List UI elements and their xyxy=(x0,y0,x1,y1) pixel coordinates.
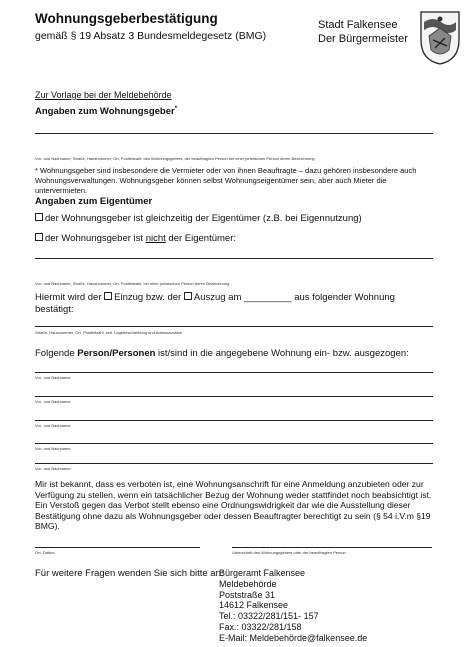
wohnungsgeber-input-line[interactable] xyxy=(35,133,433,134)
wohnungsgeber-note: * Wohnungsgeber sind insbesondere die Vermieter oder von ihnen Beauftragte – dazu gehören insbesondere auch Wohnungsverwaltungen. Wohnungsgeber können selbst Wohnungseigentümer sein, aber auch Mieter die untervermieten. xyxy=(35,166,417,195)
contact-line: 14612 Falkensee xyxy=(219,600,289,611)
personen-text-pre: Folgende xyxy=(35,348,78,359)
einzug-text-b: Einzug bzw. der xyxy=(114,292,182,303)
eigentuemer-checkbox-2[interactable] xyxy=(35,233,43,241)
city-name: Stadt Falkensee xyxy=(318,19,398,31)
ort-datum-label: Ort, Datum xyxy=(35,550,55,555)
eigentuemer-checkbox-1[interactable] xyxy=(35,213,43,221)
eigentuemer-option-1-label: der Wohnungsgeber ist gleichzeitig der Eigentümer (z.B. bei Eigennutzung) xyxy=(45,213,362,224)
einzug-text-c: Auszug am _________ aus folgender Wohnung xyxy=(193,292,395,303)
signature-label: Unterschrift des Wohnungsgebers oder der beauftragten Person xyxy=(232,550,346,555)
vorlage-link[interactable]: Zur Vorlage bei der Meldebehörde xyxy=(35,90,172,100)
contact-intro: Für weitere Fragen wenden Sie sich bitte an: xyxy=(35,568,224,579)
einzug-checkbox[interactable] xyxy=(104,292,112,300)
eigentuemer-option-1 xyxy=(35,213,362,224)
wohnungsgeber-field-label: Vor- und Nachname, Straße, Hausnummer, Ort, Postleitzahl, des Wohnungsgebers, der beauftragten Person bei einer juristischen Person deren Bezeichnung xyxy=(35,156,315,161)
legal-disclaimer: Mir ist bekannt, dass es verboten ist, eine Wohnungsanschrift für eine Anmeldung anzubieten oder zur Verfügung zu stellen, wenn ein tatsächlicher Bezug der Wohnung weder stattfindet noch beabsichtigt ist. Ein Verstoß gegen das Verbot stellt ebenso eine Ordnungswidrigkeit dar wie die Ausstellung dieser Bestätigung ohne dazu als Wohnungsgeber oder dessen Beauftragter berechtigt zu sein (§ 54 i.V.m §19 BMG). xyxy=(35,479,432,532)
auszug-checkbox[interactable] xyxy=(184,292,192,300)
wohnungsgeber-heading-text: Angaben zum Wohnungsgeber xyxy=(35,106,175,118)
einzug-line-1 xyxy=(35,292,395,303)
person-field-label-5: Vor- und Nachname xyxy=(35,466,71,471)
asterisk-marker: * xyxy=(174,106,178,112)
contact-line: Meldebehörde xyxy=(219,578,277,589)
person-input-line-2[interactable] xyxy=(35,396,433,397)
contact-block xyxy=(219,568,367,644)
contact-fax: Fax.: 03322/281/158 xyxy=(219,621,302,632)
person-field-label-3: Vor- und Nachname xyxy=(35,423,71,428)
personen-text-bold: Person/Personen xyxy=(77,348,156,359)
person-input-line-1[interactable] xyxy=(35,372,433,373)
contact-email[interactable]: E-Mail: Meldebehörde@falkensee.de xyxy=(219,632,368,643)
eigentuemer-option-2-emph: nicht xyxy=(145,233,166,244)
document-subtitle: gemäß § 19 Absatz 3 Bundesmeldegesetz (BMG) xyxy=(35,30,267,42)
person-input-line-5[interactable] xyxy=(35,463,433,464)
person-input-line-3[interactable] xyxy=(35,420,433,421)
ort-datum-line[interactable] xyxy=(35,547,200,548)
personen-intro xyxy=(35,348,409,359)
contact-line: Bürgeramt Falkensee xyxy=(219,568,306,578)
einzug-text-a: Hiermit wird der xyxy=(35,292,102,303)
eigentuemer-option-2-post: der Eigentümer: xyxy=(165,233,237,244)
eigentuemer-field-label: Vor- und Nachname, Straße, Hausnummer, Ort, Postleitzahl, bei einer juristischen Person deren Bezeichnung xyxy=(35,281,230,286)
eigentuemer-option-2 xyxy=(35,233,236,244)
contact-line: Poststraße 31 xyxy=(219,589,276,600)
coat-of-arms-icon xyxy=(419,10,461,66)
person-input-line-4[interactable] xyxy=(35,443,433,444)
wohnungsgeber-heading xyxy=(35,106,177,117)
person-field-label-1: Vor- und Nachname xyxy=(35,375,71,380)
einzug-line-2: bestätigt: xyxy=(35,304,74,315)
eigentuemer-option-2-pre: der Wohnungsgeber ist xyxy=(45,233,146,244)
wohnung-input-line[interactable] xyxy=(35,326,433,327)
person-field-label-2: Vor- und Nachname xyxy=(35,399,71,404)
contact-phone: Tel.: 03322/281/151- 157 xyxy=(219,611,319,622)
document-title: Wohnungsgeberbestätigung xyxy=(35,11,218,26)
person-field-label-4: Vor- und Nachname xyxy=(35,446,71,451)
wohnung-field-label: Straße, Hausnummer, Ort, Postleitzahl, evtl. Lagebeschreibung und Adresszusätze xyxy=(35,330,182,335)
eigentuemer-heading: Angaben zum Eigentümer xyxy=(35,196,153,207)
personen-text-post: ist/sind in die angegebene Wohnung ein- bzw. ausgezogen: xyxy=(155,348,409,359)
mayor-label: Der Bürgermeister xyxy=(318,33,408,45)
signature-line[interactable] xyxy=(232,547,432,548)
eigentuemer-input-line[interactable] xyxy=(35,258,433,259)
